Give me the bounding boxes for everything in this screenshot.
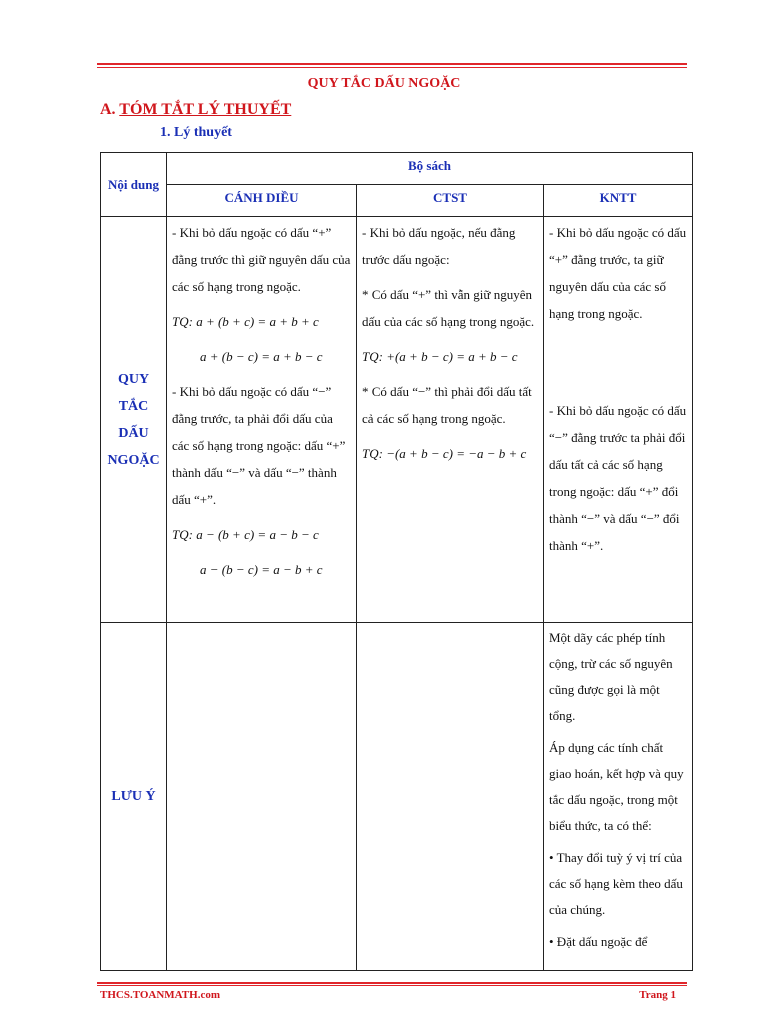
footer-site: THCS.TOANMATH.com <box>100 989 220 1001</box>
kntt-note-2: Áp dụng các tính chất giao hoán, kết hợp và quy tắc dấu ngoặc, trong một biểu thức, ta có thể: <box>549 740 684 833</box>
row-label-luu-y: LƯU Ý <box>101 623 167 971</box>
ctst-formula-minus: TQ: −(a + b − c) = −a − b + c <box>362 446 527 461</box>
ctst-minus-text: * Có dấu “−” thì phải đổi dấu tất cả các số hạng trong ngoặc. <box>362 384 532 426</box>
header-bo-sach: Bộ sách <box>167 153 693 185</box>
row-label-quy-tac: QUY TẮC DẤU NGOẶC <box>101 217 167 623</box>
cell-ctst-quy-tac <box>357 217 544 623</box>
kntt-note-4: • Đặt dấu ngoặc để <box>549 934 648 949</box>
comparison-table <box>100 152 693 971</box>
header-noi-dung: Nội dung <box>101 153 167 217</box>
ctst-intro: - Khi bỏ dấu ngoặc, nếu đằng trước dấu ngoặc: <box>362 225 516 267</box>
section-label: TÓM TẮT LÝ THUYẾT <box>119 101 292 118</box>
formula-plus-2: a + (b − c) = a + b − c <box>200 349 323 364</box>
cell-ctst-luu-y <box>357 623 544 971</box>
cell-canh-dieu-luu-y <box>167 623 357 971</box>
ctst-formula-plus: TQ: +(a + b − c) = a + b − c <box>362 349 518 364</box>
rule-plus-text: - Khi bỏ dấu ngoặc có dấu “+” đằng trước thì giữ nguyên dấu của các số hạng trong ngoặc. <box>172 225 351 294</box>
section-heading <box>100 101 291 119</box>
header-rule <box>97 63 687 65</box>
ctst-plus-text: * Có dấu “+” thì vẫn giữ nguyên dấu của các số hạng trong ngoặc. <box>362 287 535 329</box>
header-kntt: KNTT <box>544 185 693 217</box>
cell-kntt-quy-tac <box>544 217 693 623</box>
footer-rule <box>97 982 687 984</box>
header-rule-thin <box>97 67 687 68</box>
kntt-plus-text: - Khi bỏ dấu ngoặc có dấu “+” đằng trước, ta giữ nguyên dấu của các số hạng trong ngoặc. <box>549 225 687 321</box>
cell-kntt-luu-y <box>544 623 693 971</box>
header-ctst: CTST <box>357 185 544 217</box>
page-title: QUY TẮC DẤU NGOẶC <box>307 76 461 91</box>
rule-minus-text: - Khi bỏ dấu ngoặc có dấu “−” đằng trước, ta phải đổi dấu của các số hạng trong ngoặc: dấu “+” thành dấu “−” và dấu “−” thành dấu “+”. <box>172 384 346 507</box>
formula-minus-2: a − (b − c) = a − b + c <box>200 562 323 577</box>
formula-minus-1: TQ: a − (b + c) = a − b − c <box>172 527 319 542</box>
footer-rule-thin <box>97 985 687 986</box>
subsection-heading: 1. Lý thuyết <box>160 125 232 140</box>
footer-page-number: Trang 1 <box>639 989 676 1001</box>
kntt-note-3: • Thay đổi tuỳ ý vị trí của các số hạng kèm theo dấu của chúng. <box>549 850 683 917</box>
header-canh-dieu: CÁNH DIỀU <box>167 185 357 217</box>
kntt-note-1: Một dãy các phép tính cộng, trừ các số nguyên cũng được gọi là một tổng. <box>549 630 673 723</box>
cell-canh-dieu-quy-tac <box>167 217 357 623</box>
formula-plus-1: TQ: a + (b + c) = a + b + c <box>172 314 319 329</box>
section-prefix: A. <box>100 101 120 118</box>
kntt-minus-text: - Khi bỏ dấu ngoặc có dấu “−” đằng trước ta phải đổi dấu tất cả các số hạng trong ngoặc: dấu “+” đổi thành “−” và dấu “−” đổi thành “+”. <box>549 403 687 553</box>
